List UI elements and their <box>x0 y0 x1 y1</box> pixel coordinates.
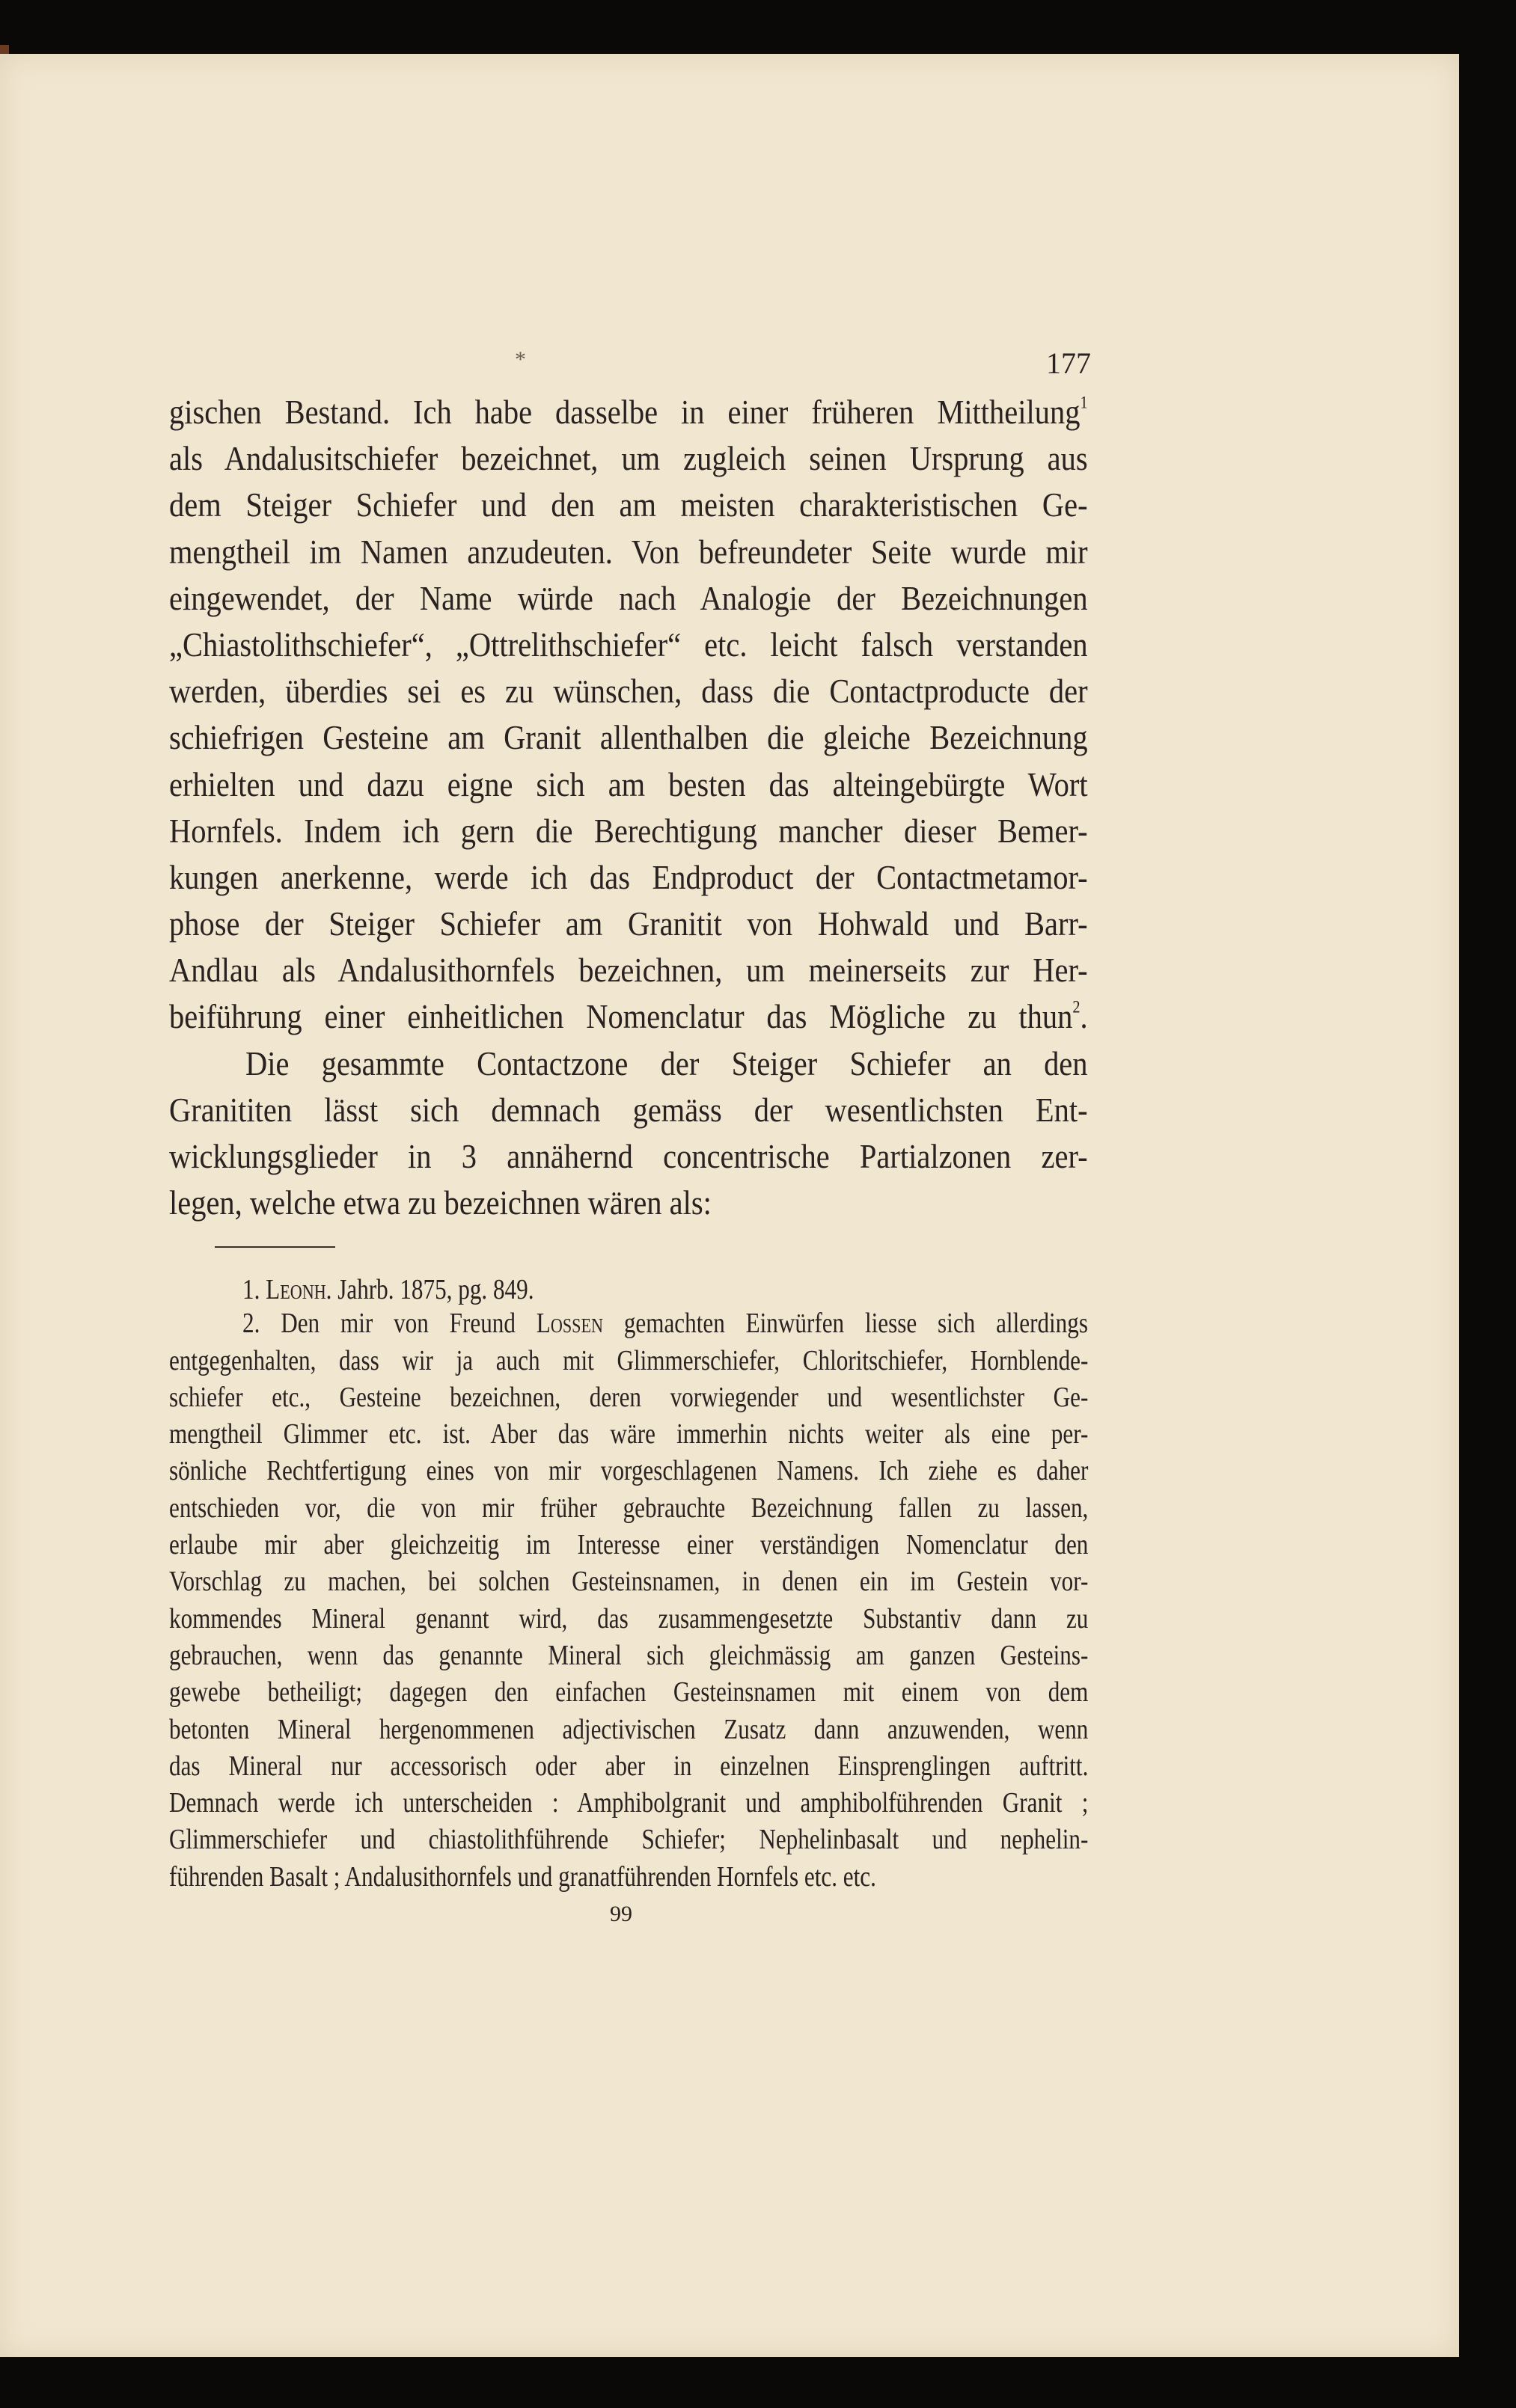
body-line <box>169 529 1088 575</box>
footnote-separator <box>215 1246 335 1248</box>
line-text: führenden Basalt ; Andalusithornfels und granatführenden Hornfels etc. etc. <box>169 1860 876 1893</box>
footnote-2-line <box>169 1822 1088 1858</box>
body-line <box>169 901 1088 947</box>
line-text: mengtheil Glimmer etc. ist. Aber das wäre immerhin nichts weiter als eine per- <box>169 1418 1089 1450</box>
line-text: sönliche Rechtfertigung eines von mir vorgeschlagenen Namens. Ich ziehe es daher <box>169 1455 1089 1487</box>
line-text: gewebe betheiligt; dagegen den einfachen Gesteinsnamen mit einem von dem <box>169 1676 1089 1709</box>
body-line <box>169 854 1088 901</box>
line-text: „Chiastolithschiefer“, „Ottrelithschiefer“ etc. leicht falsch verstanden <box>169 625 1088 664</box>
line-text: dem Steiger Schiefer und den am meisten charakteristischen Ge- <box>169 485 1088 524</box>
footnote-number: 1. <box>242 1274 260 1305</box>
line-text: Andlau als Andalusithornfels bezeichnen, um meinerseits zur Her- <box>169 951 1088 990</box>
line-text: eingewendet, der Name würde nach Analogie der Bezeichnungen <box>169 578 1088 617</box>
body-line <box>169 622 1088 668</box>
footnote-text: Den mir von Freund <box>260 1308 537 1340</box>
line-text: . <box>1080 997 1088 1036</box>
body-line <box>169 668 1088 714</box>
line-text: entschieden vor, die von mir früher gebrauchte Bezeichnung fallen zu lassen, <box>169 1492 1089 1524</box>
line-text: phose der Steiger Schiefer am Granitit von Hohwald und Barr- <box>169 904 1088 943</box>
footnote-text: Jahrb. 1875, pg. 849. <box>331 1274 534 1305</box>
line-text: Glimmerschiefer und chiastolithführende Schiefer; Nephelinbasalt und nephelin- <box>169 1824 1089 1856</box>
line-text: schiefer etc., Gesteine bezeichnen, deren vorwiegender und wesentlichster Ge- <box>169 1381 1089 1413</box>
footnote-2-line <box>169 1637 1088 1674</box>
footnote-author: Leonh. <box>266 1274 332 1305</box>
footnote-text: gemachten Einwürfen liesse sich allerdings <box>602 1308 1088 1340</box>
footnote-2-line <box>169 1305 1088 1342</box>
body-line <box>169 1041 1088 1087</box>
signature-mark: 99 <box>610 1902 632 1926</box>
footnote-2-line <box>169 1785 1088 1822</box>
footnote-2-line <box>169 1343 1088 1379</box>
body-line <box>169 389 1088 435</box>
footnote-2-line <box>169 1748 1088 1785</box>
line-text: legen, welche etwa zu bezeichnen wären als: <box>169 1183 712 1222</box>
line-text: als Andalusitschiefer bezeichnet, um zugleich seinen Ursprung aus <box>169 439 1088 478</box>
line-text: Demnach werde ich unterscheiden : Amphibolgranit und amphibolführenden Granit ; <box>169 1787 1089 1819</box>
footnote-2-line <box>169 1416 1088 1453</box>
body-line <box>169 947 1088 993</box>
line-text: schiefrigen Gesteine am Granit allenthalben die gleiche Bezeichnung <box>169 718 1088 757</box>
line-text: gischen Bestand. Ich habe dasselbe in einer früheren Mittheilung <box>169 393 1081 431</box>
body-line <box>169 1180 1088 1226</box>
line-text: mengtheil im Namen anzudeuten. Von befreundeter Seite wurde mir <box>169 532 1088 571</box>
line-text: gebrauchen, wenn das genannte Mineral sich gleichmässig am ganzen Gesteins- <box>169 1639 1089 1671</box>
line-text: erlaube mir aber gleichzeitig im Interesse einer verständigen Nomenclatur den <box>169 1529 1089 1561</box>
line-text: Die gesammte Contactzone der Steiger Schiefer an den <box>245 1044 1088 1082</box>
body-line <box>169 575 1088 622</box>
line-text: kungen anerkenne, werde ich das Endproduct der Contactmetamor- <box>169 857 1088 896</box>
body-line <box>169 714 1088 761</box>
footnote-2-line <box>169 1453 1088 1489</box>
body-line <box>169 482 1088 528</box>
line-text: Granititen lässt sich demnach gemäss der wesentlichsten Ent- <box>169 1090 1088 1129</box>
line-text: betonten Mineral hergenommenen adjectivischen Zusatz dann anzuwenden, wenn <box>169 1713 1089 1745</box>
footnote-2-line <box>169 1674 1088 1711</box>
footnote-author: Lossen <box>536 1308 603 1340</box>
line-text: werden, überdies sei es zu wünschen, dass die Contactproducte der <box>169 672 1088 711</box>
footnote-2-line <box>169 1527 1088 1563</box>
body-line <box>169 1133 1088 1180</box>
footnote-2-line <box>169 1601 1088 1637</box>
line-text: das Mineral nur accessorisch oder aber in einzelnen Einsprenglingen auftritt. <box>169 1750 1089 1782</box>
footnote-2-line <box>169 1490 1088 1527</box>
footnote-2-line <box>169 1859 1088 1896</box>
footnote-1 <box>169 1272 1088 1308</box>
body-line <box>169 993 1088 1040</box>
body-line <box>169 435 1088 482</box>
footnote-2-line <box>169 1563 1088 1600</box>
body-line <box>169 808 1088 854</box>
footnotes <box>169 1272 1088 1896</box>
line-text: erhielten und dazu eigne sich am besten das alteingebürgte Wort <box>169 765 1088 803</box>
footnote-2-line <box>169 1379 1088 1416</box>
body-line <box>169 762 1088 808</box>
body-text <box>169 389 1088 1226</box>
line-text: wicklungsglieder in 3 annähernd concentrische Partialzonen zer- <box>169 1137 1088 1175</box>
footnote-number: 2. <box>242 1308 260 1340</box>
page-number: 177 <box>1046 346 1091 380</box>
footnote-reference: 1 <box>1080 393 1088 412</box>
line-text: kommendes Mineral genannt wird, das zusammengesetzte Substantiv dann zu <box>169 1602 1089 1635</box>
line-text: beiführung einer einheitlichen Nomenclatur das Mögliche zu thun <box>169 997 1073 1036</box>
footnote-2-line <box>169 1712 1088 1748</box>
printer-mark: * <box>515 347 526 372</box>
line-text: entgegenhalten, dass wir ja auch mit Glimmerschiefer, Chloritschiefer, Hornblende- <box>169 1344 1089 1376</box>
line-text: Vorschlag zu machen, bei solchen Gesteinsnamen, in denen ein im Gestein vor- <box>169 1566 1089 1598</box>
footnote-reference: 2 <box>1072 997 1081 1017</box>
body-line <box>169 1087 1088 1133</box>
line-text: Hornfels. Indem ich gern die Berechtigung mancher dieser Bemer- <box>169 811 1088 850</box>
